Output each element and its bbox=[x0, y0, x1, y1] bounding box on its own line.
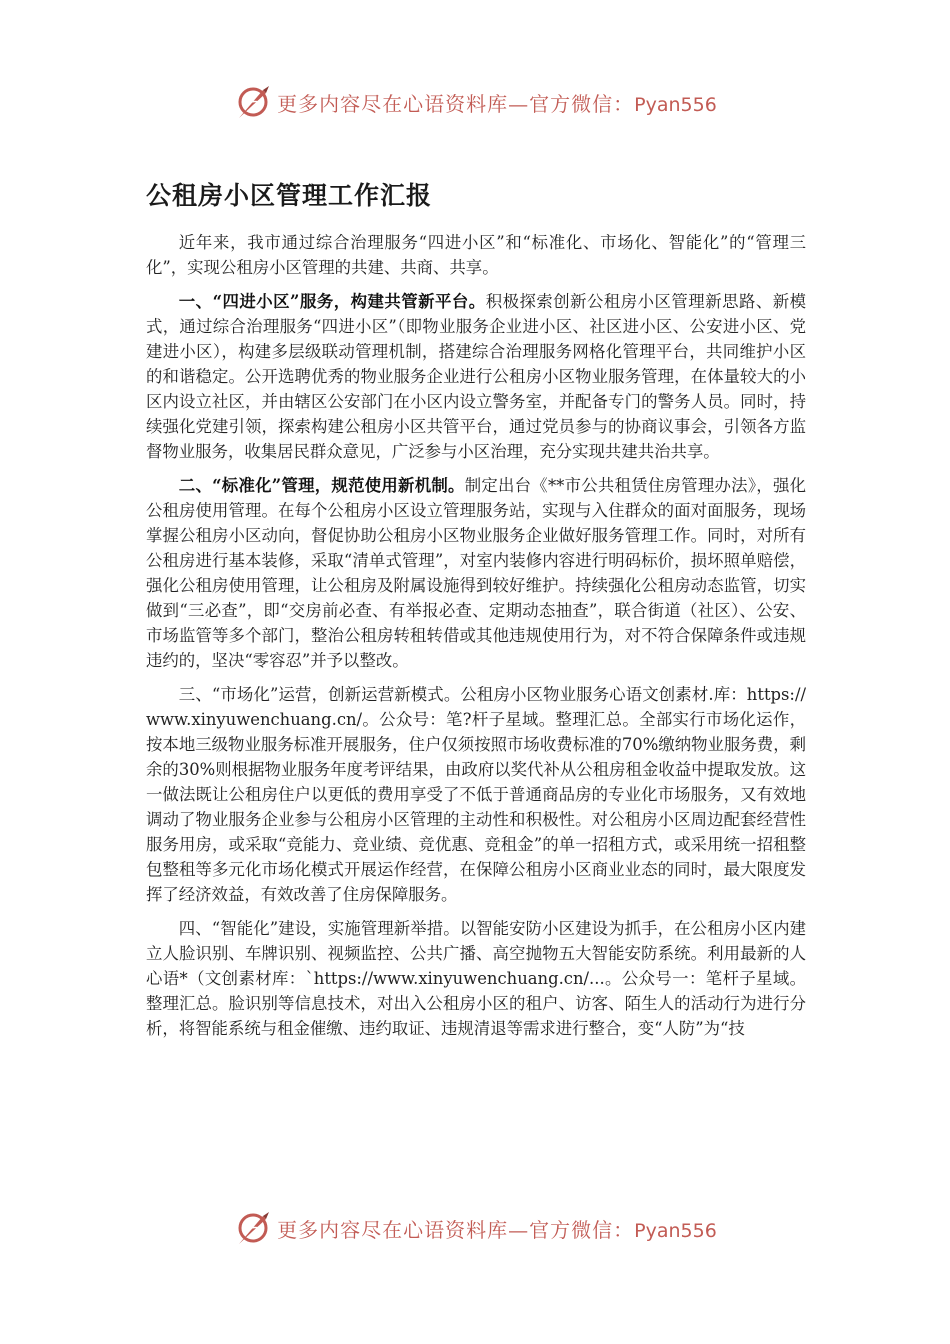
header-banner bbox=[0, 80, 950, 124]
banner-wechat-id: Pyan556 bbox=[634, 93, 717, 116]
quill-pen-logo-icon bbox=[233, 82, 273, 122]
document-title: 公租房小区管理工作汇报 bbox=[146, 181, 433, 210]
quill-pen-logo-icon bbox=[233, 1208, 273, 1248]
section-1-paragraph bbox=[146, 289, 806, 464]
section-1-heading: 一、“四进小区”服务，构建共管新平台。 bbox=[178, 292, 486, 311]
banner-text: 更多内容尽在心语资料库—官方微信：Pyan556 bbox=[277, 91, 717, 116]
section-2-heading: 二、“标准化”管理，规范使用新机制。 bbox=[178, 476, 465, 495]
section-1-body: 积极探索创新公租房小区管理新思路、新模式，通过综合治理服务“四进小区”（即物业服务企业进小区、社区进小区、公安进小区、党建进小区），构建多层级联动管理机制，搭建综合治理服务网格化管理平台，共同维护小区的和谐稳定。公开选聘优秀的物业服务企业进行公租房小区物业服务管理，在体量较大的小区内设立社区，并由辖区公安部门在小区内设立警务室，并配备专门的警务人员。同时，持续强化党建引领，探索构建公租房小区共管平台，通过党员参与的协商议事会，引领各方监督物业服务，收集居民群众意见，广泛参与小区治理，充分实现共建共治共享。 bbox=[146, 292, 807, 461]
banner-wechat-id: Pyan556 bbox=[634, 1219, 717, 1242]
document-body bbox=[146, 230, 806, 1050]
section-2-body: 制定出台《**市公共租赁住房管理办法》，强化公租房使用管理。在每个公租房小区设立管理服务站，实现与入住群众的面对面服务，现场掌握公租房小区动向，督促协助公租房小区物业服务企业做好服务管理工作。同时，对所有公租房进行基本装修，采取“清单式管理”，对室内装修内容进行明码标价，损坏照单赔偿，强化公租房使用管理，让公租房及附属设施得到较好维护。持续强化公租房动态监管，切实做到“三必查”，即“交房前必查、有举报必查、定期动态抽查”，联合街道（社区）、公安、市场监管等多个部门，整治公租房转租转借或其他违规使用行为，对不符合保障条件或违规违约的，坚决“零容忍”并予以整改。 bbox=[146, 476, 806, 670]
section-3-paragraph bbox=[146, 682, 806, 907]
banner-text: 更多内容尽在心语资料库—官方微信：Pyan556 bbox=[277, 1217, 717, 1242]
footer-banner bbox=[0, 1206, 950, 1250]
section-3-body: 三、“市场化”运营，创新运营新模式。公租房小区物业服务心语文创素材.库：https://www.xinyuwenchuang.cn/。公众号：笔?杆子星域。整理汇总。全部实行市场化运作，按本地三级物业服务标准开展服务，住户仅须按照市场收费标准的70%缴纳物业服务费，剩余的30%则根据物业服务年度考评结果，由政府以奖代补从公租房租金收益中提取发放。这一做法既让公租房住户以更低的费用享受了不低于普通商品房的专业化市场服务，又有效地调动了物业服务企业参与公租房小区管理的主动性和积极性。对公租房小区周边配套经营性服务用房，或采取“竞能力、竞业绩、竞优惠、竞租金”的单一招租方式，或采用统一招租整包整租等多元化市场化模式开展运作经营，在保障公租房小区商业业态的同时，最大限度发挥了经济效益，有效改善了住房保障服务。 bbox=[146, 685, 806, 904]
section-4-body: 四、“智能化”建设，实施管理新举措。以智能安防小区建设为抓手，在公租房小区内建立人脸识别、车牌识别、视频监控、公共广播、高空抛物五大智能安防系统。利用最新的人心语*（文创素材库：`https://www.xinyuwenchuang.cn/...。公众号一：笔杆子星域。整理汇总。脸识别等信息技术，对出入公租房小区的租户、访客、陌生人的活动行为进行分析，将智能系统与租金催缴、违约取证、违规清退等需求进行整合，变“人防”为“技 bbox=[146, 919, 806, 1038]
section-4-paragraph bbox=[146, 916, 806, 1041]
section-2-paragraph bbox=[146, 473, 806, 673]
intro-paragraph: 近年来，我市通过综合治理服务“四进小区”和“标准化、市场化、智能化”的“管理三化”，实现公租房小区管理的共建、共商、共享。 bbox=[146, 233, 806, 277]
